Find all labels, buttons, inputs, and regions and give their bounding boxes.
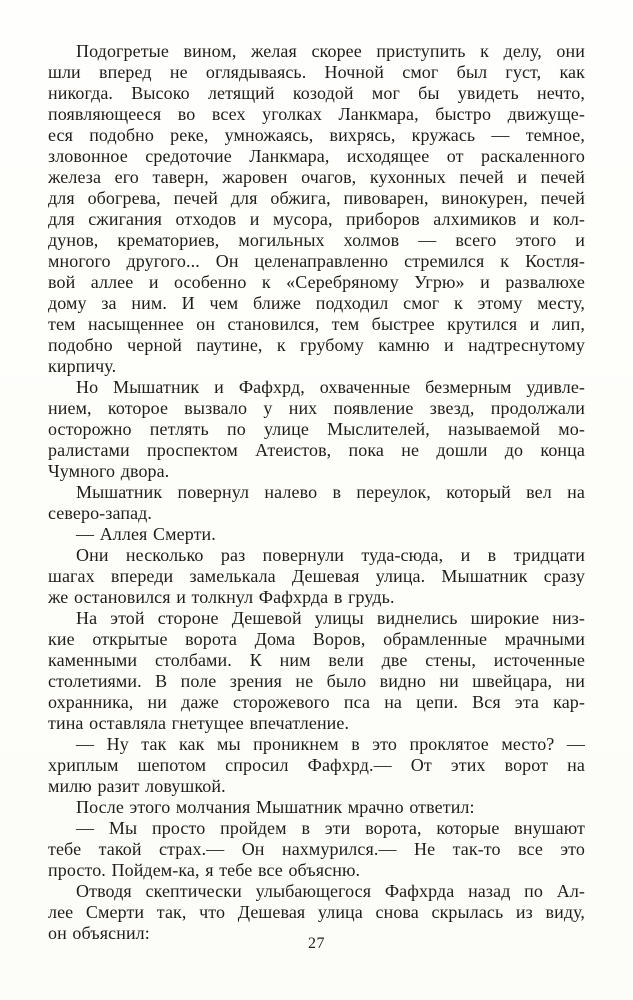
text-line: зловонное средоточие Ланкмара, исходящее от раскаленного [48,146,585,166]
paragraph [48,797,585,818]
text-line: вой аллее и особенно к «Серебряному Угрю» и развалюхе [48,272,585,292]
paragraph [48,377,585,482]
text-line: нием, которое вызвало у них появление звезд, продолжали [48,398,585,418]
page-number: 27 [308,935,325,952]
paragraph [48,545,585,608]
text-line: тебе такой страх.— Он нахмурился.— Не так-то все это [48,839,585,859]
paragraph [48,734,585,797]
text-line: ралистами проспектом Атеистов, пока не дошли до конца [48,440,585,460]
text-line: кирпичу. [48,356,117,376]
paragraph [48,608,585,734]
text-line: — Аллея Смерти. [76,524,216,544]
text-line: лее Смерти так, что Дешевая улица снова скрылась из виду, [48,902,585,922]
text-line: Но Мышатник и Фафхрд, охваченные безмерным удивле- [76,377,585,397]
text-line: тина оставляла гнетущее впечатление. [48,713,350,733]
text-line: каменными столбами. К ним вели две стены, источенные [48,650,585,670]
text-line: осторожно петлять по улице Мыслителей, называемой мо- [48,419,585,439]
text-line: Подогретые вином, желая скорее приступить к делу, они [76,41,585,61]
text-line: — Ну так как мы проникнем в это проклятое место? — [76,734,585,754]
text-block [48,41,585,944]
text-line: же остановился и толкнул Фафхрда в грудь. [48,587,395,607]
text-line: Они несколько раз повернули туда-сюда, и в тридцати [76,545,585,565]
text-line: подобно черной паутине, к грубому камню и надтреснутому [48,335,585,355]
text-line: северо-запад. [48,503,153,523]
text-line: для обогрева, печей для обжига, пивоварен, винокурен, печей [48,188,585,208]
text-line: Мышатник повернул налево в переулок, который вел на [76,482,585,502]
page-footer [0,934,633,954]
text-line: дому за ним. И чем ближе подходил смог к этому месту, [48,293,585,313]
text-line: охранника, ни даже сторожевого пса на цепи. Вся эта кар- [48,692,585,712]
text-line: появляющееся во всех уголках Ланкмара, быстро движуще- [48,104,585,124]
text-line: — Мы просто пройдем в эти ворота, которые внушают [76,818,585,838]
paragraph [48,818,585,881]
text-line: хриплым шепотом спросил Фафхрд.— От этих ворот на [48,755,585,775]
text-line: еся подобно реке, умножаясь, вихрясь, кружась — темное, [48,125,585,145]
text-line: Отводя скептически улыбающегося Фафхрда назад по Ал- [76,881,585,901]
text-line: он объяснил: [48,923,150,943]
paragraph [48,482,585,524]
text-line: столетиями. В поле зрения не было видно ни швейцара, ни [48,671,585,691]
text-line: Чумного двора. [48,461,170,481]
text-line: железа его таверн, жаровен очагов, кухонных печей и печей [48,167,585,187]
text-line: шагах впереди замелькала Дешевая улица. Мышатник сразу [48,566,585,586]
text-line: кие открытые ворота Дома Воров, обрамленные мрачными [48,629,585,649]
paragraph [48,524,585,545]
text-line: тем насыщеннее он становился, тем быстрее крутился и лип, [48,314,585,334]
text-line: После этого молчания Мышатник мрачно ответил: [76,797,475,817]
text-line: просто. Пойдем-ка, я тебе все объясню. [48,860,361,880]
text-line: дунов, крематориев, могильных холмов — всего этого и [48,230,585,250]
text-line: милю разит ловушкой. [48,776,226,796]
text-line: шли вперед не оглядываясь. Ночной смог был густ, как [48,62,585,82]
text-line: никогда. Высоко летящий козодой мог бы увидеть нечто, [48,83,585,103]
text-line: для сжигания отходов и мусора, приборов алхимиков и кол- [48,209,585,229]
text-line: На этой стороне Дешевой улицы виднелись широкие низ- [76,608,585,628]
text-line: многого другого... Он целенаправленно стремился к Костля- [48,251,585,271]
paragraph [48,41,585,377]
